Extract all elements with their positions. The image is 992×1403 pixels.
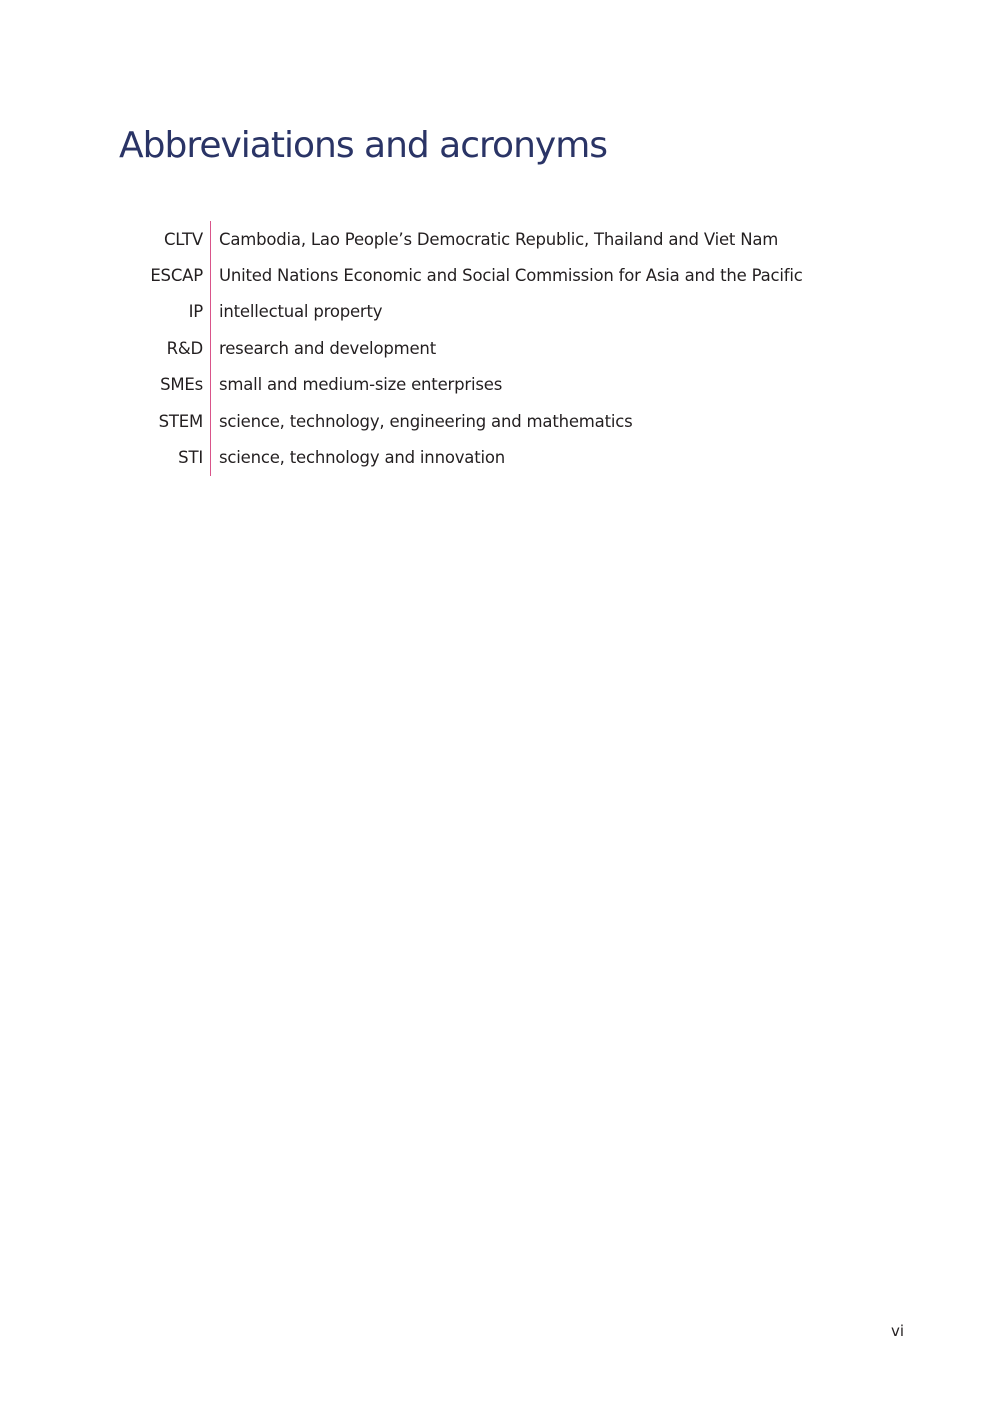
abbreviations-table — [120, 221, 860, 476]
table-row — [120, 330, 860, 366]
page-number: vi — [890, 1322, 904, 1340]
abbreviation-term: IP — [120, 294, 211, 330]
abbreviation-term: SMEs — [120, 367, 211, 403]
table-row — [120, 403, 860, 439]
abbreviation-definition: intellectual property — [219, 302, 383, 322]
abbreviation-definition: science, technology and innovation — [219, 448, 506, 468]
abbreviation-term: STI — [120, 439, 211, 475]
abbreviation-definition: United Nations Economic and Social Commission for Asia and the Pacific — [219, 266, 803, 286]
table-row — [120, 294, 860, 330]
abbreviation-definition: research and development — [219, 338, 436, 358]
table-row — [120, 221, 860, 257]
table-row — [120, 257, 860, 293]
abbreviation-definition: science, technology, engineering and mathematics — [219, 411, 633, 431]
table-row — [120, 439, 860, 475]
abbreviation-term: ESCAP — [120, 257, 211, 293]
abbreviation-term: STEM — [120, 403, 211, 439]
abbreviation-term: R&D — [120, 330, 211, 366]
abbreviation-term: CLTV — [120, 221, 211, 257]
abbreviation-definition: Cambodia, Lao People’s Democratic Republic, Thailand and Viet Nam — [219, 229, 779, 249]
page-title: Abbreviations and acronyms — [119, 125, 608, 166]
abbreviation-definition: small and medium-size enterprises — [219, 375, 503, 395]
table-row — [120, 367, 860, 403]
